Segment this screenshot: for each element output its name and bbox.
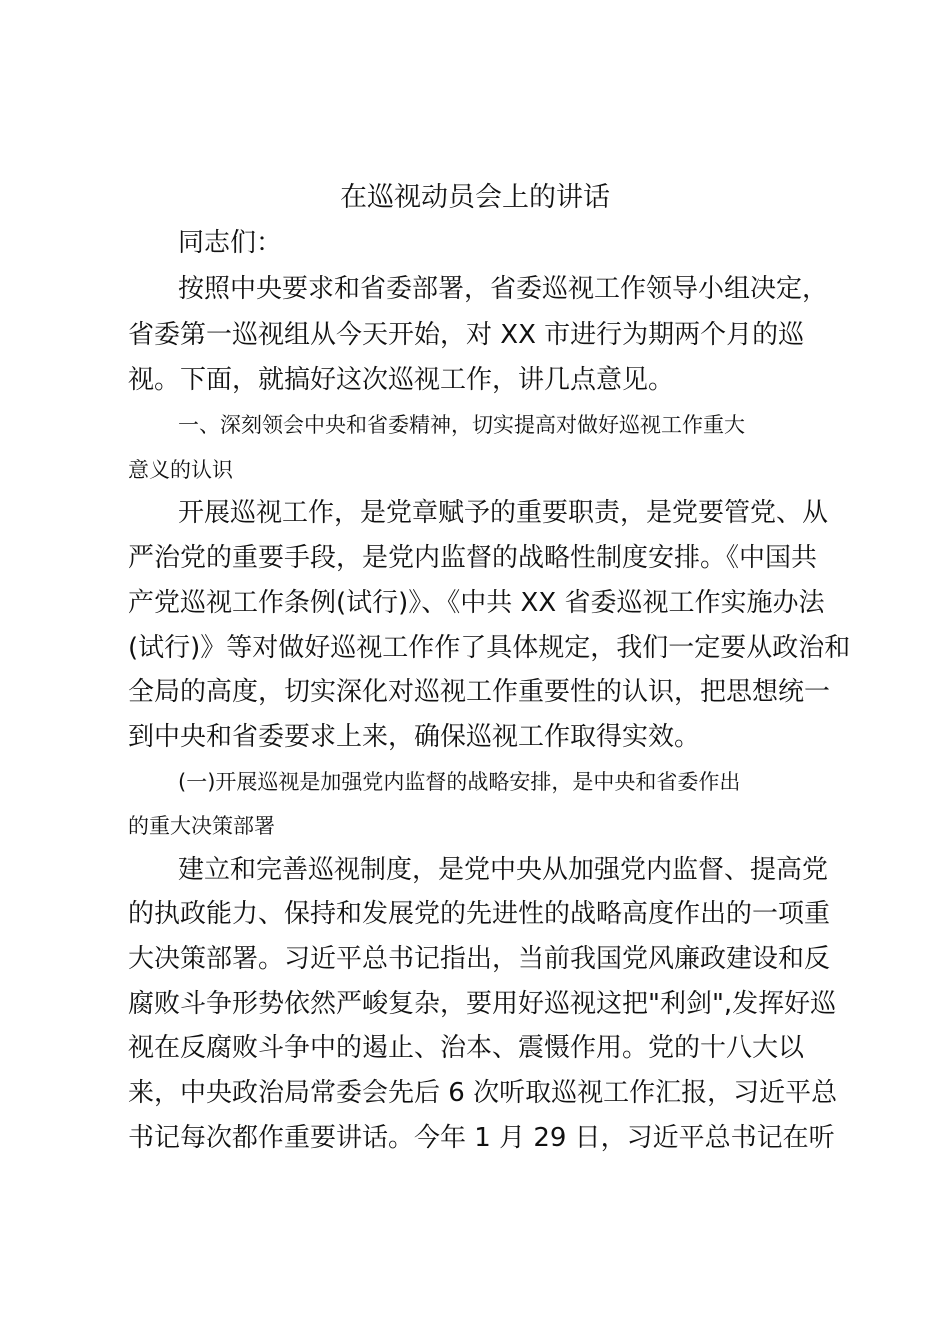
section-heading-2-line-1: (一)开展巡视是加强党内监督的战略安排，是中央和省委作出 (178, 770, 741, 794)
paragraph-2-line-4: (试行)》等对做好巡视工作作了具体规定，我们一定要从政治和 (128, 633, 851, 663)
paragraph-3-line-4: 腐败斗争形势依然严峻复杂，要用好巡视这把"利剑",发挥好巡 (128, 989, 837, 1019)
paragraph-1-line-2: 省委第一巡视组从今天开始，对 XX 市进行为期两个月的巡 (128, 320, 805, 350)
section-heading-1-line-1: 一、深刻领会中央和省委精神，切实提高对做好巡视工作重大 (178, 413, 745, 437)
paragraph-2-line-6: 到中央和省委要求上来，确保巡视工作取得实效。 (128, 722, 701, 752)
paragraph-2-line-2: 严治党的重要手段，是党内监督的战略性制度安排。《中国共 (128, 543, 818, 573)
paragraph-3-line-7: 书记每次都作重要讲话。今年 1 月 29 日，习近平总书记在听 (128, 1123, 835, 1153)
section-heading-1-line-2: 意义的认识 (128, 458, 233, 482)
paragraph-3-line-6: 来，中央政治局常委会先后 6 次听取巡视工作汇报，习近平总 (128, 1078, 838, 1108)
paragraph-3-line-1: 建立和完善巡视制度，是党中央从加强党内监督、提高党 (178, 855, 829, 885)
document-title: 在巡视动员会上的讲话 (340, 182, 610, 213)
paragraph-2-line-5: 全局的高度，切实深化对巡视工作重要性的认识，把思想统一 (128, 677, 831, 707)
paragraph-2-line-1: 开展巡视工作，是党章赋予的重要职责，是党要管党、从 (178, 498, 829, 528)
paragraph-2-line-3: 产党巡视工作条例(试行)》、《中共 XX 省委巡视工作实施办法 (128, 588, 825, 618)
paragraph-3-line-5: 视在反腐败斗争中的遏止、治本、震慑作用。党的十八大以 (128, 1033, 805, 1063)
paragraph-1-line-3: 视。下面，就搞好这次巡视工作，讲几点意见。 (128, 365, 675, 395)
paragraph-3-line-2: 的执政能力、保持和发展党的先进性的战略高度作出的一项重 (128, 899, 831, 929)
section-heading-2-line-2: 的重大决策部署 (128, 814, 275, 838)
paragraph-3-line-3: 大决策部署。习近平总书记指出，当前我国党风廉政建设和反 (128, 944, 831, 974)
paragraph-1-line-1: 按照中央要求和省委部署，省委巡视工作领导小组决定， (178, 274, 829, 304)
salutation: 同志们： (178, 228, 283, 258)
